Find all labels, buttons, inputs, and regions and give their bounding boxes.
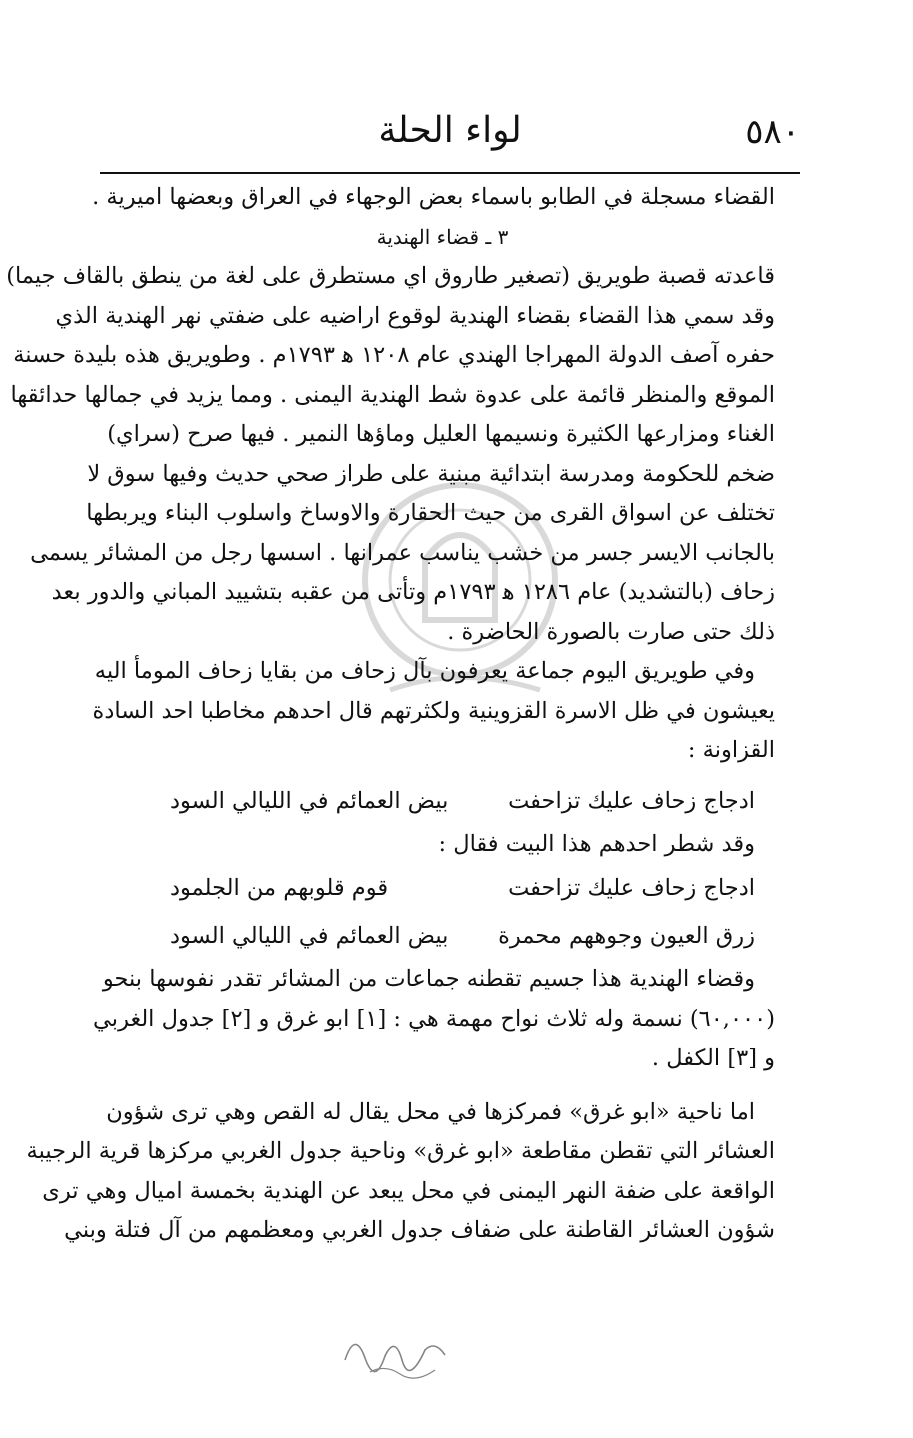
text-line: (٦٠,٠٠٠) نسمة وله ثلاث نواح مهمة هي : [١] ابو غرق و [٢] جدول الغربي [93, 1005, 775, 1032]
main-text [6, 178, 775, 1251]
text-line: العشائر التي تقطن مقاطعة «ابو غرق» وناحية جدول الغربي مركزها قرية الرجيبة [26, 1138, 775, 1164]
verse-second-hemistich: بيض العمائم في الليالي السود [170, 787, 449, 814]
text-line: قاعدته قصبة طويريق (تصغير طاروق اي مستطرق على لغة من ينطق بالقاف جيما) [6, 263, 775, 289]
verse-intro: وقد شطر احدهم هذا البيت فقال : [438, 830, 755, 857]
header-divider [100, 172, 800, 174]
running-title: لواء الحلة [378, 110, 522, 151]
text-line: ذلك حتى صارت بالصورة الحاضرة . [447, 618, 775, 645]
verse-first-hemistich: زرق العيون وجوههم محمرة [498, 923, 755, 949]
text-line: زحاف (بالتشديد) عام ١٢٨٦ ﻫ ١٧٩٣م وتأتى من عقبه بتشييد المباني والدور بعد [51, 579, 775, 605]
text-line: وفي طويريق اليوم جماعة يعرفون بآل زحاف من بقايا زحاف المومأ اليه [94, 658, 755, 684]
verse-line [110, 864, 775, 912]
verse-line [110, 777, 775, 825]
text-line: شؤون العشائر القاطنة على ضفاف جدول الغربي ومعظمهم من آل فتلة وبني [64, 1217, 775, 1243]
text-line: تختلف عن اسواق القرى من حيث الحقارة والاوساخ واسلوب البناء ويربطها [86, 500, 775, 526]
text-line: الواقعة على ضفة النهر اليمنى في محل يبعد عن الهندية بخمسة اميال وهي ترى [42, 1177, 775, 1204]
verse-first-hemistich: ادجاج زحاف عليك تزاحفت [508, 875, 755, 901]
verse-second-hemistich: قوم قلوبهم من الجلمود [170, 875, 389, 901]
page-header [100, 100, 800, 170]
verse-second-hemistich: بيض العمائم في الليالي السود [170, 923, 449, 949]
text-line: بالجانب الايسر جسر من خشب يناسب عمرانها . اسسها رجل من المشائر يسمى [30, 539, 775, 566]
text-line: يعيشون في ظل الاسرة القزوينية ولكثرتهم قال احدهم مخاطبا احد السادة [92, 697, 775, 724]
text-line: القضاء مسجلة في الطابو باسماء بعض الوجهاء في العراق وبعضها اميرية . [92, 184, 775, 210]
page-number: ٥٨٠ [745, 112, 800, 152]
text-line: الموقع والمنظر قائمة على عدوة شط الهندية اليمنى . ومما يزيد في جمالها حدائقها [10, 381, 775, 408]
text-line: و [٣] الكفل . [651, 1045, 775, 1071]
text-line: حفره آصف الدولة المهراجا الهندي عام ١٢٠٨ ﻫ ١٧٩٣م . وطويريق هذه بليدة حسنة [13, 342, 775, 368]
text-line: اما ناحية «ابو غرق» فمركزها في محل يقال له القص وهي ترى شؤون [106, 1098, 755, 1125]
handwritten-annotation [340, 1320, 450, 1380]
text-line: وقد سمي هذا القضاء بقضاء الهندية لوقوع اراضيه على ضفتي نهر الهندية الذي [55, 302, 775, 329]
text-line: ضخم للحكومة ومدرسة ابتدائية مبنية على طراز صحي حديث وفيها سوق لا [87, 460, 775, 487]
section-heading: ٣ ـ قضاء الهندية [376, 224, 509, 249]
text-line: القزاونة : [687, 737, 775, 763]
text-line: الغناء ومزارعها الكثيرة ونسيمها العليل وماؤها النمير . فيها صرح (سراي) [107, 421, 775, 447]
verse-line [110, 912, 775, 960]
text-line: وقضاء الهندية هذا جسيم تقطنه جماعات من المشائر تقدر نفوسها بنحو [102, 966, 755, 992]
verse-first-hemistich: ادجاج زحاف عليك تزاحفت [508, 787, 755, 814]
